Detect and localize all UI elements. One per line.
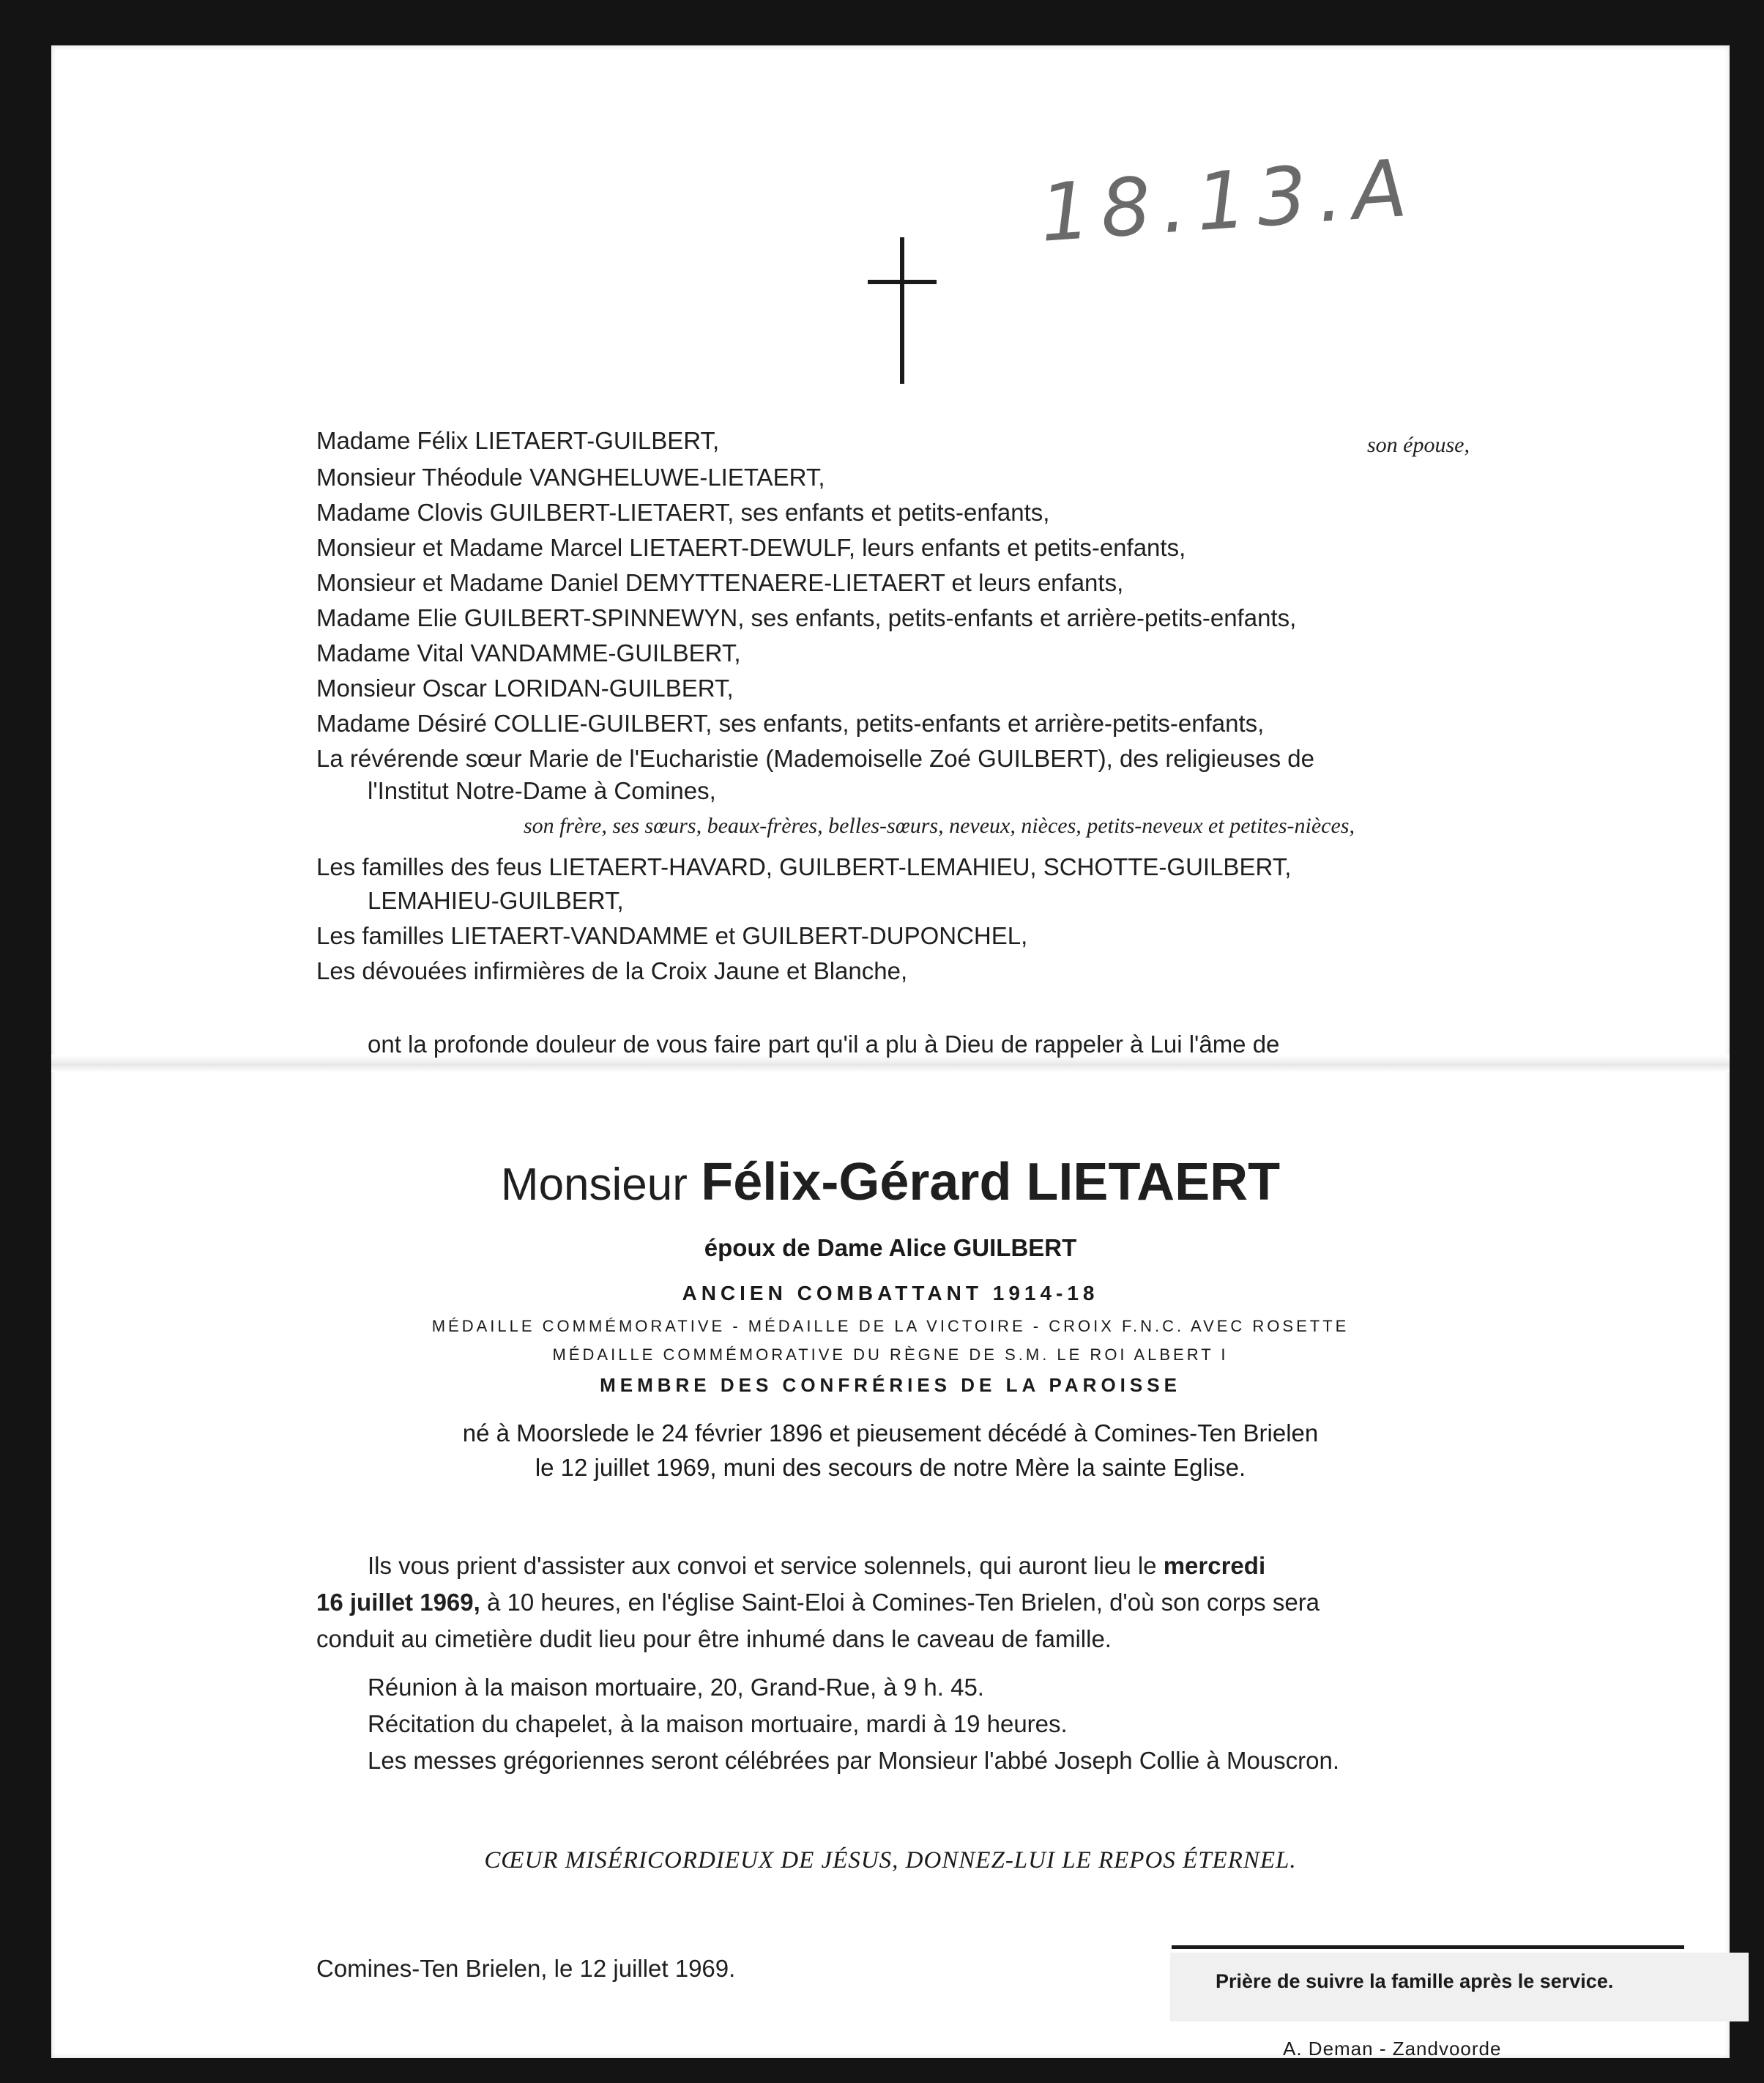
birth-death-line-1: né à Moorslede le 24 février 1896 et pieusement décédé à Comines-Ten Brielen — [462, 1419, 1319, 1447]
family-line: Monsieur Théodule VANGHELUWE-LIETAERT, — [316, 464, 825, 491]
family-line: Monsieur Oscar LORIDAN-GUILBERT, — [316, 675, 734, 702]
cross-icon — [900, 237, 904, 384]
place-date: Comines-Ten Brielen, le 12 juillet 1969. — [316, 1955, 736, 1982]
divider — [1172, 1945, 1684, 1949]
family-line: Madame Elie GUILBERT-SPINNEWYN, ses enfants, petits-enfants et arrière-petits-enfants, — [316, 604, 1297, 631]
service-paragraph: Ils vous prient d'assister aux convoi et service solennels, qui auront lieu le mercredi — [368, 1552, 1266, 1579]
honorific: Monsieur — [500, 1159, 688, 1210]
family-line: Les familles LIETAERT-VANDAMME et GUILBERT-DUPONCHEL, — [316, 922, 1028, 949]
full-name: Félix-Gérard LIETAERT — [701, 1153, 1281, 1211]
prayer: CŒUR MISÉRICORDIEUX DE JÉSUS, DONNEZ-LUI LE REPOS ÉTERNEL. — [484, 1847, 1297, 1874]
rosary-info: Récitation du chapelet, à la maison mortuaire, mardi à 19 heures. — [368, 1710, 1068, 1737]
wake-info: Réunion à la maison mortuaire, 20, Grand-Rue, à 9 h. 45. — [368, 1674, 984, 1701]
member-title: MEMBRE DES CONFRÉRIES DE LA PAROISSE — [600, 1374, 1181, 1396]
family-line: LEMAHIEU-GUILBERT, — [368, 887, 624, 914]
cross-icon-bar — [868, 280, 937, 284]
veteran-title: ANCIEN COMBATTANT 1914-18 — [682, 1282, 1099, 1304]
family-line: Les familles des feus LIETAERT-HAVARD, GUILBERT-LEMAHIEU, SCHOTTE-GUILBERT, — [316, 853, 1292, 880]
masses-info: Les messes grégoriennes seront célébrées par Monsieur l'abbé Joseph Collie à Mouscron. — [368, 1747, 1340, 1774]
medals-line-1: MÉDAILLE COMMÉMORATIVE - MÉDAILLE DE LA VICTOIRE - CROIX F.N.C. AVEC ROSETTE — [431, 1317, 1350, 1335]
deceased-name — [51, 1153, 1730, 1214]
printer-credit: A. Deman - Zandvoorde — [1283, 2038, 1502, 2060]
family-line: l'Institut Notre-Dame à Comines, — [368, 777, 716, 804]
family-line: Monsieur et Madame Marcel LIETAERT-DEWULF, leurs enfants et petits-enfants, — [316, 534, 1186, 561]
role-siblings: son frère, ses sœurs, beaux-frères, belles-sœurs, neveux, nièces, petits-neveux et petites-nièces, — [524, 814, 1355, 838]
family-line: Monsieur et Madame Daniel DEMYTTENAERE-LIETAERT et leurs enfants, — [316, 569, 1124, 596]
role-spouse: son épouse, — [1367, 433, 1470, 457]
family-line: Madame Clovis GUILBERT-LIETAERT, ses enfants et petits-enfants, — [316, 499, 1050, 526]
spouse-line: époux de Dame Alice GUILBERT — [704, 1234, 1077, 1261]
family-line: Madame Désiré COLLIE-GUILBERT, ses enfants, petits-enfants et arrière-petits-enfants, — [316, 710, 1265, 737]
family-line: La révérende sœur Marie de l'Eucharistie (Mademoiselle Zoé GUILBERT), des religieuses de — [316, 745, 1314, 772]
announcement: ont la profonde douleur de vous faire part qu'il a plu à Dieu de rappeler à Lui l'âme de — [368, 1031, 1280, 1058]
birth-death-line-2: le 12 juillet 1969, muni des secours de notre Mère la sainte Eglise. — [535, 1454, 1246, 1481]
service-date: 16 juillet 1969, — [316, 1589, 480, 1616]
family-line: Madame Félix LIETAERT-GUILBERT, — [316, 427, 720, 454]
service-paragraph: conduit au cimetière dudit lieu pour être inhumé dans le caveau de famille. — [316, 1625, 1112, 1652]
medals-line-2: MÉDAILLE COMMÉMORATIVE DU RÈGNE DE S.M. LE ROI ALBERT I — [552, 1345, 1229, 1364]
service-paragraph: 16 juillet 1969, à 10 heures, en l'église Saint-Eloi à Comines-Ten Brielen, d'où son corps sera — [316, 1589, 1320, 1616]
family-line: Les dévouées infirmières de la Croix Jaune et Blanche, — [316, 957, 908, 984]
family-line: Madame Vital VANDAMME-GUILBERT, — [316, 639, 741, 667]
handwritten-reference: 18.13.A — [1037, 142, 1421, 260]
service-day: mercredi — [1163, 1552, 1266, 1579]
follow-note: Prière de suivre la famille après le service. — [1216, 1970, 1614, 1992]
obituary-card — [51, 45, 1730, 2058]
